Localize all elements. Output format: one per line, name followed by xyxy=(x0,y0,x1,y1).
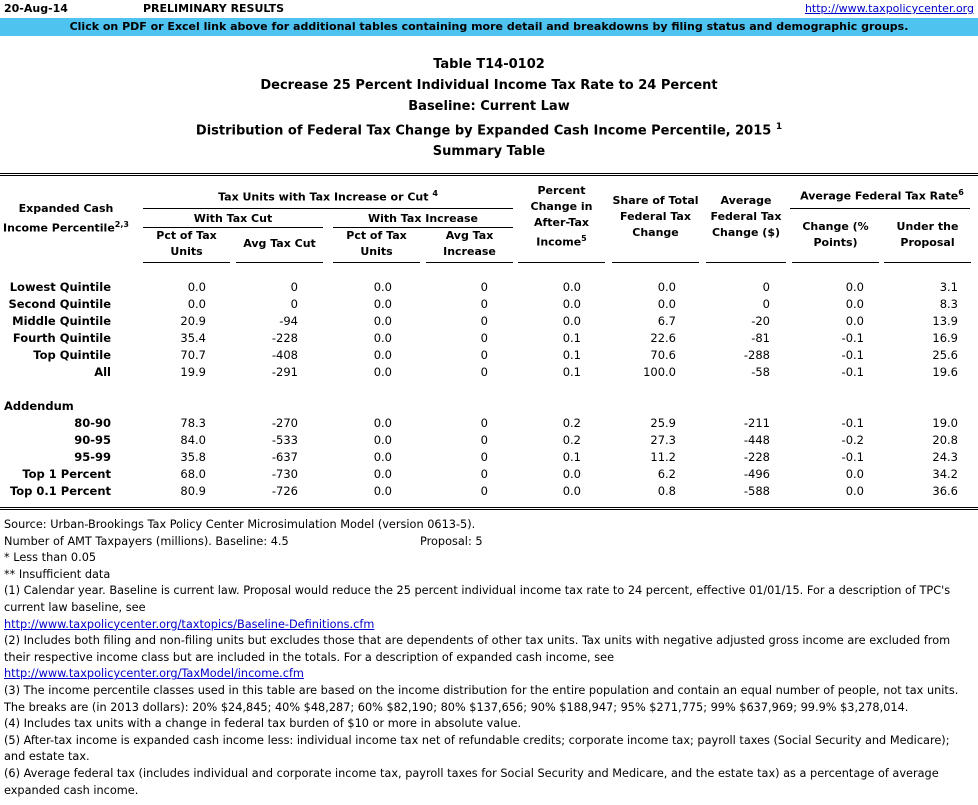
table-top-rule xyxy=(0,173,978,174)
table-cell: 0.2 xyxy=(562,416,581,430)
table-cell: 34.2 xyxy=(932,467,958,481)
table-cell: 0.0 xyxy=(373,484,392,498)
table-cell: 0.0 xyxy=(845,280,864,294)
table-cell: 0 xyxy=(480,348,488,362)
table-cell: 0 xyxy=(480,467,488,481)
footnote-ref: 4 xyxy=(432,189,438,198)
footnote-1: (1) Calendar year. Baseline is current law. Proposal would reduce the 25 percent individual income tax rate to 24 percent, effective 01/01/15. For a description of TPC's current law baseline, see xyxy=(4,584,951,614)
table-row xyxy=(0,483,978,500)
table-cell: 70.6 xyxy=(650,348,676,362)
table-cell: 0.0 xyxy=(657,297,676,311)
col-header-pct-units-increase: Pct of Tax Units xyxy=(346,229,407,258)
table-cell: 0.1 xyxy=(562,348,581,362)
group-header-tax-units xyxy=(143,186,513,206)
group-underline-rate xyxy=(790,208,970,209)
col-underline xyxy=(706,262,786,263)
col-underline xyxy=(426,262,513,263)
table-cell: -0.2 xyxy=(841,433,864,447)
footnote-6: (6) Average federal tax (includes individual and corporate income tax, payroll taxes for Social Security and Medicare, and the estate tax) as a percentage of average expanded cash income. xyxy=(4,766,939,797)
table-subtitle: Distribution of Federal Tax Change by Expanded Cash Income Percentile, 2015 $^1$ xyxy=(195,122,783,139)
table-cell: -0.1 xyxy=(841,416,864,430)
table-id: Table T14-0102 xyxy=(433,57,545,72)
table-cell: 24.3 xyxy=(932,450,958,464)
row-label: Fourth Quintile xyxy=(12,331,111,345)
table-cell: 19.9 xyxy=(180,365,206,379)
table-cell: 0 xyxy=(290,280,298,294)
table-cell: 0.0 xyxy=(373,348,392,362)
table-cell: 36.6 xyxy=(932,484,958,498)
col-underline xyxy=(143,262,230,263)
table-cell: 0 xyxy=(762,297,770,311)
table-cell: 0.0 xyxy=(562,314,581,328)
table-cell: 22.6 xyxy=(650,331,676,345)
table-row xyxy=(0,296,978,313)
row-label: Top Quintile xyxy=(33,348,111,362)
table-cell: -0.1 xyxy=(841,331,864,345)
table-cell: 0.8 xyxy=(657,484,676,498)
table-cell: 13.9 xyxy=(932,314,958,328)
table-cell: -228 xyxy=(743,450,770,464)
col-header-pct-units-cut: Pct of Tax Units xyxy=(156,229,217,258)
top-bar xyxy=(0,0,978,18)
table-cell: 11.2 xyxy=(650,450,676,464)
table-cell: 0.0 xyxy=(373,416,392,430)
table-cell: 20.8 xyxy=(932,433,958,447)
table-row xyxy=(0,313,978,330)
table-row xyxy=(0,415,978,432)
table-cell: 19.0 xyxy=(932,416,958,430)
table-cell: 0.0 xyxy=(373,331,392,345)
table-cell: 0 xyxy=(480,331,488,345)
table-cell: 0 xyxy=(762,280,770,294)
row-label: 95-99 xyxy=(74,450,111,464)
table-cell: 0 xyxy=(480,365,488,379)
table-cell: 27.3 xyxy=(650,433,676,447)
header-text: Tax Units with Tax Increase or Cut xyxy=(218,190,429,204)
table-cell: 0.0 xyxy=(373,365,392,379)
table-cell: 0.0 xyxy=(373,280,392,294)
col-header-share-total: Share of Total Federal Tax Change xyxy=(612,194,699,239)
col-underline xyxy=(333,262,420,263)
table-cell: 0.0 xyxy=(187,297,206,311)
table-row xyxy=(0,364,978,381)
table-cell: 0.0 xyxy=(845,314,864,328)
table-title: Decrease 25 Percent Individual Income Tax Rate to 24 Percent xyxy=(260,78,718,93)
footnote-ref: 1 xyxy=(775,122,783,132)
table-cell: 78.3 xyxy=(180,416,206,430)
table-cell: 0.0 xyxy=(373,314,392,328)
table-cell: -448 xyxy=(743,433,770,447)
table-cell: 80.9 xyxy=(180,484,206,498)
col-header-avg-tax-cut: Avg Tax Cut xyxy=(243,237,316,250)
table-cell: -58 xyxy=(751,365,770,379)
table-cell: 100.0 xyxy=(643,365,676,379)
table-cell: -94 xyxy=(279,314,298,328)
table-cell: -0.1 xyxy=(841,450,864,464)
table-cell: -228 xyxy=(271,331,298,345)
col-header-under-proposal: Under the Proposal xyxy=(896,220,959,249)
preliminary-label: PRELIMINARY RESULTS xyxy=(143,2,285,15)
table-cell: 0.1 xyxy=(562,450,581,464)
table-row xyxy=(0,330,978,347)
table-cell: 0.1 xyxy=(562,365,581,379)
table-cell: 0 xyxy=(480,314,488,328)
table-cell: 25.6 xyxy=(932,348,958,362)
table-cell: 84.0 xyxy=(180,433,206,447)
tpc-website-link[interactable]: http://www.taxpolicycenter.org xyxy=(804,2,974,15)
table-cell: 0.0 xyxy=(373,450,392,464)
table-cell: -81 xyxy=(751,331,770,345)
amt-taxpayers-note: Number of AMT Taxpayers (millions). Baseline: 4.5 Proposal: 5 xyxy=(4,534,483,548)
table-cell: 68.0 xyxy=(180,467,206,481)
footnote-ref: 6 xyxy=(958,188,964,197)
col-header-avg-change: Average Federal Tax Change ($) xyxy=(710,194,782,239)
table-row xyxy=(0,449,978,466)
table-cell: 0 xyxy=(480,297,488,311)
table-baseline: Baseline: Current Law xyxy=(408,99,570,114)
table-cell: 0.0 xyxy=(562,280,581,294)
col-underline xyxy=(884,262,971,263)
table-summary-label: Summary Table xyxy=(432,144,546,160)
row-label: All xyxy=(94,365,111,379)
row-label: Top 0.1 Percent xyxy=(9,484,111,498)
header-text: Expanded Cash Income Percentile xyxy=(3,202,115,235)
col-header-change-points: Change (% Points) xyxy=(802,220,869,249)
table-cell: -496 xyxy=(743,467,770,481)
income-definition-link[interactable]: http://www.taxpolicycenter.org/TaxModel/income.cfm xyxy=(4,667,304,681)
table-cell: 0 xyxy=(480,433,488,447)
table-cell: -288 xyxy=(743,348,770,362)
table-cell: -588 xyxy=(743,484,770,498)
row-label: 80-90 xyxy=(74,416,111,430)
table-cell: -20 xyxy=(751,314,770,328)
table-cell: 0.0 xyxy=(845,297,864,311)
table-row xyxy=(0,279,978,296)
col-header-pct-change-aftertax xyxy=(518,183,605,251)
group-underline-units xyxy=(143,208,513,209)
table-cell: 0.0 xyxy=(562,297,581,311)
table-cell: 3.1 xyxy=(939,280,958,294)
table-cell: -408 xyxy=(271,348,298,362)
table-cell: 0.0 xyxy=(562,484,581,498)
group-header-avg-rate xyxy=(790,185,974,205)
table-cell: -291 xyxy=(271,365,298,379)
row-label: Second Quintile xyxy=(8,297,111,311)
row-label: Top 1 Percent xyxy=(22,467,111,481)
table-top-rule-double xyxy=(0,175,978,176)
subgroup-header-with-cut: With Tax Cut xyxy=(193,212,273,225)
table-cell: 0.0 xyxy=(845,484,864,498)
table-cell: -533 xyxy=(271,433,298,447)
col-header-avg-tax-increase: Avg Tax Increase xyxy=(443,229,496,258)
table-cell: 0 xyxy=(480,484,488,498)
table-cell: 20.9 xyxy=(180,314,206,328)
table-cell: 70.7 xyxy=(180,348,206,362)
footnotes xyxy=(4,517,974,799)
addendum-label: Addendum xyxy=(4,399,74,413)
table-cell: 35.4 xyxy=(180,331,206,345)
row-label: Lowest Quintile xyxy=(9,280,111,294)
source-note: Source: Urban-Brookings Tax Policy Center Microsimulation Model (version 0613-5). xyxy=(4,518,476,531)
footnote-5: (5) After-tax income is expanded cash income less: individual income tax net of refundable credits; corporate income tax; payroll taxes (Social Security and Medicare); and estate tax. xyxy=(4,733,950,764)
insufficient-data-note: ** Insufficient data xyxy=(4,567,111,581)
table-cell: 0.0 xyxy=(562,467,581,481)
table-cell: 0.0 xyxy=(657,280,676,294)
table-cell: 0 xyxy=(480,416,488,430)
table-cell: 0.0 xyxy=(373,433,392,447)
col-underline xyxy=(236,262,323,263)
table-bottom-rule-double xyxy=(0,509,978,510)
table-cell: 0 xyxy=(480,280,488,294)
table-cell: 0.0 xyxy=(187,280,206,294)
table-cell: 0.1 xyxy=(562,331,581,345)
report-date: 20-Aug-14 xyxy=(4,2,68,15)
header-text: Average Federal Tax Rate xyxy=(800,189,959,203)
col-header-percentile xyxy=(0,201,132,237)
footnote-2: (2) Includes both filing and non-filing units but excludes those that are dependents of other tax units. Tax units with negative adjusted gross income are excluded from their respective income class but are included in the totals. For a description of expanded cash income, see xyxy=(4,634,951,664)
footnote-ref: 5 xyxy=(581,234,587,243)
table-cell: -730 xyxy=(271,467,298,481)
table-row xyxy=(0,347,978,364)
table-cell: -211 xyxy=(743,416,770,430)
table-cell: -0.1 xyxy=(841,365,864,379)
footnote-4: (4) Includes tax units with a change in federal tax burden of $10 or more in absolute value. xyxy=(4,717,522,731)
footnote-3: (3) The income percentile classes used in this table are based on the income distribution for the entire population and contain an equal number of people, not tax units. The breaks are (in 2013 dollars): 20% $24,845; 40% $48,287; 60% $82,190; 80% $137,656; 90% $188,947; 95% $271,775; 99% $637,969; 99.9% $3,278,014. xyxy=(4,683,959,714)
table-cell: 0 xyxy=(290,297,298,311)
table-cell: 16.9 xyxy=(932,331,958,345)
table-cell: -0.1 xyxy=(841,348,864,362)
table-cell: 8.3 xyxy=(939,297,958,311)
table-cell: 6.7 xyxy=(657,314,676,328)
table-cell: 0 xyxy=(480,450,488,464)
table-bottom-rule xyxy=(0,507,978,508)
table-cell: 19.6 xyxy=(932,365,958,379)
table-titles xyxy=(0,54,978,162)
baseline-definitions-link[interactable]: http://www.taxpolicycenter.org/taxtopics/Baseline-Definitions.cfm xyxy=(4,617,375,631)
row-label: Middle Quintile xyxy=(12,314,111,328)
table-cell: 0.0 xyxy=(373,297,392,311)
header-text: Percent Change in After-Tax Income xyxy=(530,184,593,249)
table-cell: -637 xyxy=(271,450,298,464)
table-cell: 35.8 xyxy=(180,450,206,464)
info-banner: Click on PDF or Excel link above for additional tables containing more detail and breakdowns by filing status and demographic groups. xyxy=(0,18,978,36)
col-underline xyxy=(792,262,879,263)
table-cell: 0.2 xyxy=(562,433,581,447)
table-cell: 0.0 xyxy=(373,467,392,481)
subgroup-header-with-increase: With Tax Increase xyxy=(367,212,479,225)
table-row xyxy=(0,466,978,483)
row-label: 90-95 xyxy=(74,433,111,447)
col-underline xyxy=(612,262,699,263)
col-underline xyxy=(518,262,605,263)
table-cell: 0.0 xyxy=(845,467,864,481)
less-than-note: * Less than 0.05 xyxy=(4,551,97,565)
footnote-ref: 2,3 xyxy=(114,220,129,229)
table-cell: 6.2 xyxy=(657,467,676,481)
table-cell: -270 xyxy=(271,416,298,430)
table-cell: -726 xyxy=(271,484,298,498)
table-row xyxy=(0,432,978,449)
table-cell: 25.9 xyxy=(650,416,676,430)
